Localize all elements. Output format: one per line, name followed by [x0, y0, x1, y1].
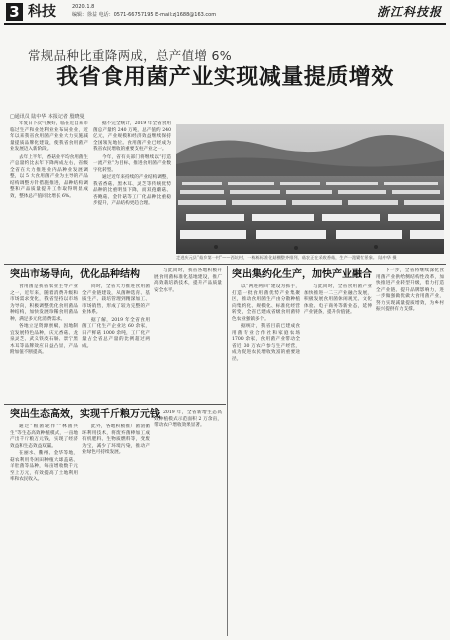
body-paragraph: 各地立足资源禀赋，因地制宜发展特色品种，庆元香菇、龙泉灵芝、武义铁皮石斛、景宁黑木耳等品牌效应日益凸显，产品附加值不断提高。 [10, 324, 78, 355]
intro-column-2 [93, 121, 171, 264]
body-paragraph: 与此同时，全省食用菌产业加快推进一二三产业融合发展，积极发展食用菌休闲观光、文化体验、电子商务等新业态，延伸产业链条，提升价值链。 [304, 284, 372, 315]
body-paragraph: 此外，各地积极推广菌渣循环利用技术，将废弃菌棒加工成有机肥料、生物质燃料等，变废为宝，减少了环境污染，推动产业绿色可持续发展。 [82, 424, 150, 455]
body-paragraph: 在丽水、衢州、金华等地，菇农利用冬闲田种植大球盖菇、羊肚菌等品种，每亩增收数千元至上万元，有效提高了土地利用率和农民收入。 [10, 451, 78, 482]
intro-paragraph: 今年，省有关部门将继续以“打造一流产业”为目标，推进食用菌产业数字化转型。 [93, 154, 171, 173]
intro-paragraph: 据不完全统计，2019 年全省食用菌总产量约 240 万吨，总产值约 240 亿元，产业规模和经济效益继续保持全国领先地位。食用菌产业已经成为我省农民增收的重要支柱产业之一。 [93, 121, 171, 152]
section-title-integration: 突出集约化生产，加快产业融合 [232, 269, 372, 280]
section-divider [4, 264, 446, 265]
intro-paragraph: 年复日下次气候好，临在近自来市临过生产和业处利业业布局业业，近年以来我省食用菌产业业大力实施减量提质品牌化建设，使我省食用菌产业发展迈入新阶段。 [10, 121, 88, 152]
body-paragraph: 同时，全省大力推进食用菌全产业链建设，从菌种选育、基质生产、栽培管理到精深加工、市场销售，形成了较为完整的产业体系。 [82, 284, 150, 315]
intro-paragraph: 去年上半年，香菇业平均食用菌生产总量约比去年下降两成左右，省级全省在大力推进业内品种业发展调整，以 5 大食用菌产业为主导的产品结构调整方针措施推进，品种结构调整和产品质量提升工作取得明显成效，整体总产值同比增长 6%。 [10, 154, 88, 199]
header-rule [4, 23, 446, 25]
section-eco-column-3 [154, 410, 222, 634]
body-paragraph: 与此同时，我省各地积极开展食用菌标准化基地建设，推广高效栽培新技术，提升产品质量安全水平。 [154, 268, 222, 293]
section-integration-column-3 [376, 268, 444, 634]
section-market-column-1 [10, 284, 78, 404]
article-headline: 我省食用菌产业实现减量提质增效 [56, 65, 394, 90]
body-paragraph: 通过“粮菌轮作”“林菌共生”等生态高效种植模式，一亩地产出千斤粮万元钱，实现了经济效益和生态效益双赢。 [10, 424, 78, 449]
editor-contact: 编辑：徐益 电话：0571-66757195 E-mail:zj1688@163.com [72, 12, 217, 18]
section-name: 科技 [28, 4, 56, 20]
section-title-market: 突出市场导向，优化品种结构 [10, 269, 140, 280]
article-byline: □通讯员 陆中华 本报记者 殷晓曼 [10, 114, 85, 120]
issue-date: 2020.1.8 [72, 4, 95, 10]
section-eco-column-2 [82, 424, 150, 634]
section-market-column-2 [82, 284, 150, 404]
body-paragraph: 食用菌是我省农业主导产业之一，近年来，随着消费升级和市场需求变化，我省坚持以市场为导向，积极调整优化食用菌品种结构，加快发展珍稀食用菌品种，满足多元化消费需求。 [10, 284, 78, 322]
masthead-logo: 浙江科技报 [376, 5, 442, 19]
section-market-column-3 [154, 268, 222, 404]
section-eco-column-1 [10, 424, 78, 634]
body-paragraph: 据统计，我省目前已建成食用菌专业合作社和家庭农场 1700 余家，食用菌产业带动全省近 30 万农户参与生产经营，成为促进农民增收致富的重要途径。 [232, 324, 300, 362]
mushroom-farm-photo [176, 124, 444, 254]
body-paragraph: 据了解，2019 年全省食用菌工厂化生产企业达 60 余家，日产鲜菇 1000 余吨，工厂化产量占全省总产量的比例超过两成。 [82, 317, 150, 349]
section-title-eco: 突出生态高效，实现千斤粮万元钱 [10, 409, 160, 420]
body-paragraph: 下一步，全省将继续深化食用菌产业供给侧结构性改革，加快推进产业转型升级，着力打造全产业链、提升品牌影响力，进一步做强做优做大食用菌产业，努力实现减量提质增效，为乡村振兴提供有力支撑。 [376, 268, 444, 312]
middle-paragraph: 通过近年来持续的产业结构调整，我省香菇、黑木耳、灵芝等传统优势品种的比重明显下降，而双孢蘑菇、杏鲍菇、金针菇等工厂化品种比重稳步提升，产品结构更趋合理。 [93, 175, 171, 206]
section-divider [4, 404, 226, 405]
column-divider [227, 266, 228, 636]
intro-column-1 [10, 121, 88, 264]
page-header [0, 0, 450, 24]
page-number: 3 [6, 3, 23, 21]
section-integration-column-2 [304, 284, 372, 634]
body-paragraph: 以“两进两回”建设为抓手，打造一批食用菌优势产业集聚区，推动食用菌生产由分散种植向集约化、规模化、标准化经营转变，全省已建成省级食用菌特色农业强镇多个。 [232, 284, 300, 322]
section-integration-column-1 [232, 284, 300, 634]
article-subhead: 常规品种比重降两成，总产值增 6% [28, 48, 232, 63]
photo-caption: 走进庆元县“菇乡第一村”——西坑村，一栋栋标准化菇棚整齐排列，菇农正在采收香菇，生产一派繁忙景象。 陆中华 摄 [176, 255, 397, 260]
body-paragraph: 2019 年，全省新增生态高效种植模式示范面积 2 万余亩，带动农户增收效果显著。 [154, 410, 222, 428]
photo-illustration [176, 124, 444, 254]
